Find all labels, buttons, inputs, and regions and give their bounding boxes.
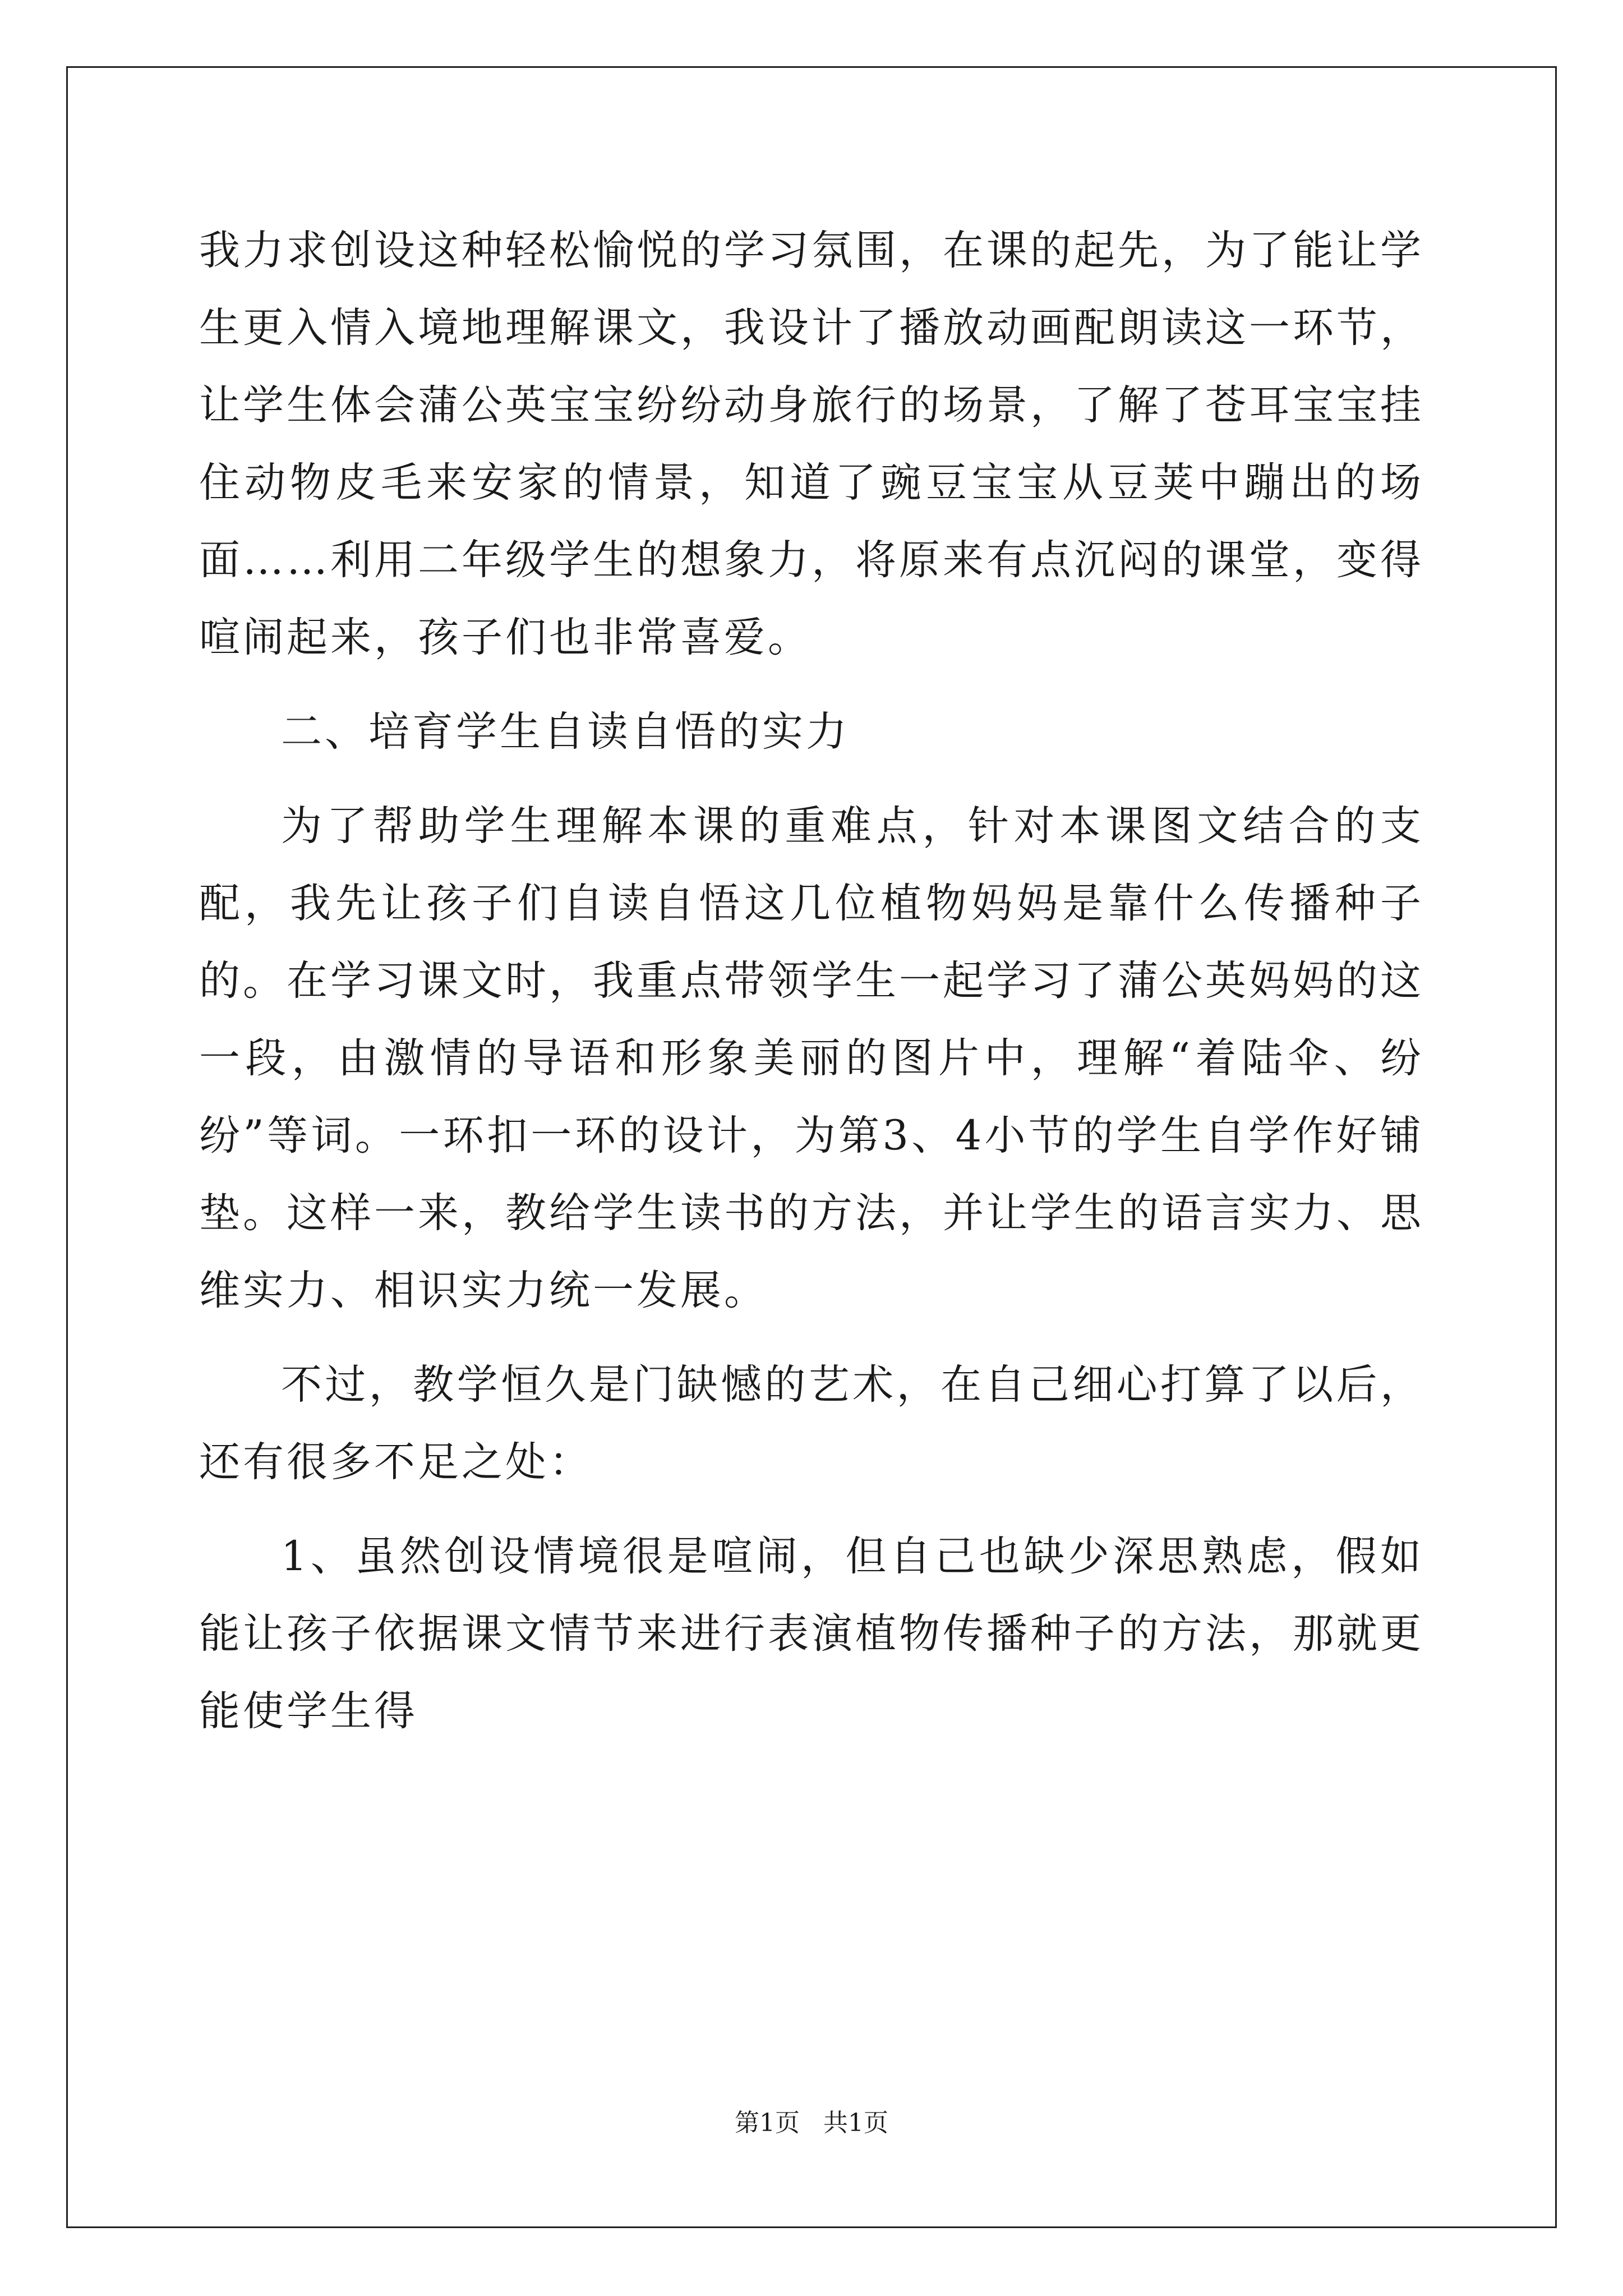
page-number: 第1页	[735, 2109, 800, 2137]
paragraph-point-1: 1、虽然创设情境很是喧闹，但自己也缺少深思熟虑，假如能让孩子依据课文情节来进行表演植物传播种子的方法，那就更能使学生得	[199, 1533, 1424, 1735]
paragraph-reading-skills: 为了帮助学生理解本课的重难点，针对本课图文结合的支配，我先让孩子们自读自悟这几位植物妈妈是靠什么传播种子的。在学习课文时，我重点带领学生一起学习了蒲公英妈妈的这一段，由激情的导语和形象美丽的图片中，理解“着陆伞、纷纷”等词。一环扣一环的设计，为第3、4小节的学生自学作好铺垫。这样一来，教给学生读书的方法，并让学生的语言实力、思维实力、相识实力统一发展。	[199, 802, 1424, 1314]
paragraph-continuation: 我力求创设这种轻松愉悦的学习氛围，在课的起先，为了能让学生更入情入境地理解课文，我设计了播放动画配朗读这一环节，让学生体会蒲公英宝宝纷纷动身旅行的场景，了解了苍耳宝宝挂住动物皮毛来安家的情景，知道了豌豆宝宝从豆荚中蹦出的场面……利用二年级学生的想象力，将原来有点沉闷的课堂，变得喧闹起来，孩子们也非常喜爱。	[199, 227, 1424, 661]
page-footer	[0, 2106, 1623, 2140]
document-body	[199, 212, 1424, 1767]
section-heading: 二、培育学生自读自悟的实力	[281, 708, 850, 756]
paragraph-reflection: 不过，教学恒久是门缺憾的艺术，在自己细心打算了以后，还有很多不足之处：	[199, 1361, 1424, 1486]
total-pages: 共1页	[823, 2109, 888, 2137]
